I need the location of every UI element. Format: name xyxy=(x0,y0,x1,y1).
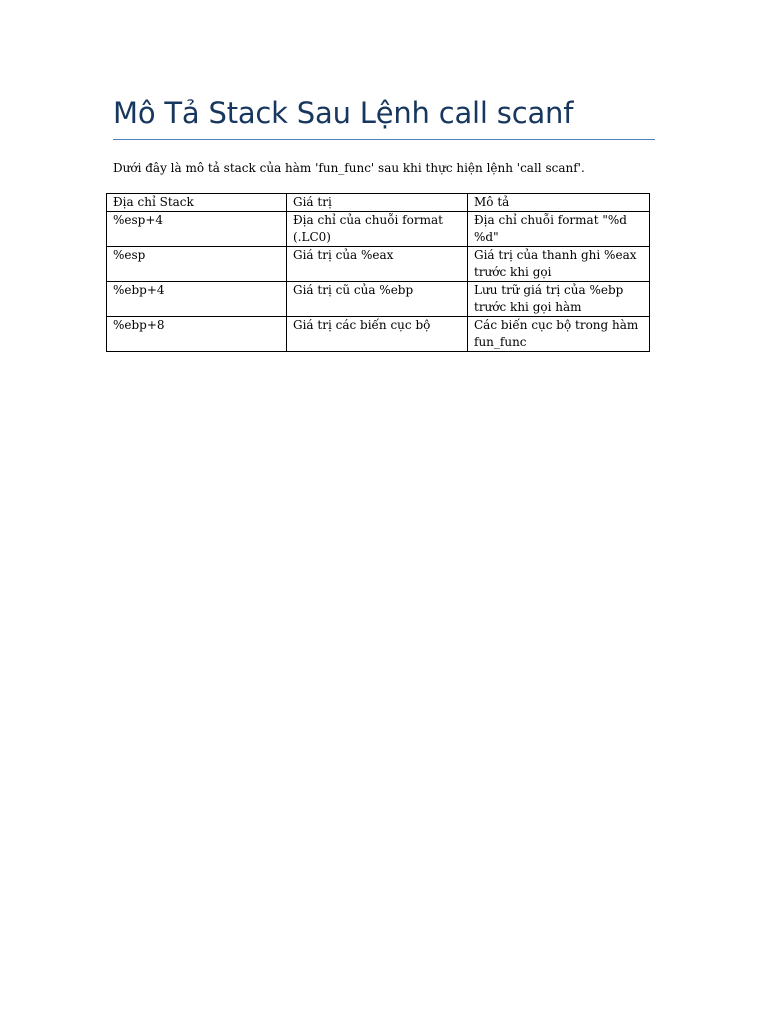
header-cell-description: Mô tả xyxy=(468,194,650,212)
table-cell-address: %ebp+4 xyxy=(107,282,287,317)
intro-paragraph: Dưới đây là mô tả stack của hàm 'fun_func' sau khi thực hiện lệnh 'call scanf'. xyxy=(113,161,585,175)
table-cell-address: %ebp+8 xyxy=(107,317,287,352)
table-row xyxy=(107,247,650,282)
table-cell-description: Các biến cục bộ trong hàm fun_func xyxy=(468,317,650,352)
table-cell-address: %esp+4 xyxy=(107,212,287,247)
table-cell-address: %esp xyxy=(107,247,287,282)
table-header-row xyxy=(107,194,650,212)
table-cell-description: Giá trị của thanh ghi %eax trước khi gọi xyxy=(468,247,650,282)
table-cell-value: Giá trị của %eax xyxy=(287,247,468,282)
header-cell-value: Giá trị xyxy=(287,194,468,212)
table-cell-value: Địa chỉ của chuỗi format (.LC0) xyxy=(287,212,468,247)
table-cell-description: Lưu trữ giá trị của %ebp trước khi gọi hàm xyxy=(468,282,650,317)
stack-table xyxy=(106,193,650,352)
table-row xyxy=(107,282,650,317)
table-row xyxy=(107,212,650,247)
table-cell-description: Địa chỉ chuỗi format "%d %d" xyxy=(468,212,650,247)
document-title: Mô Tả Stack Sau Lệnh call scanf xyxy=(113,96,574,130)
table-cell-value: Giá trị các biến cục bộ xyxy=(287,317,468,352)
header-cell-address: Địa chỉ Stack xyxy=(107,194,287,212)
table-cell-value: Giá trị cũ của %ebp xyxy=(287,282,468,317)
title-underline xyxy=(113,139,655,140)
table-row xyxy=(107,317,650,352)
